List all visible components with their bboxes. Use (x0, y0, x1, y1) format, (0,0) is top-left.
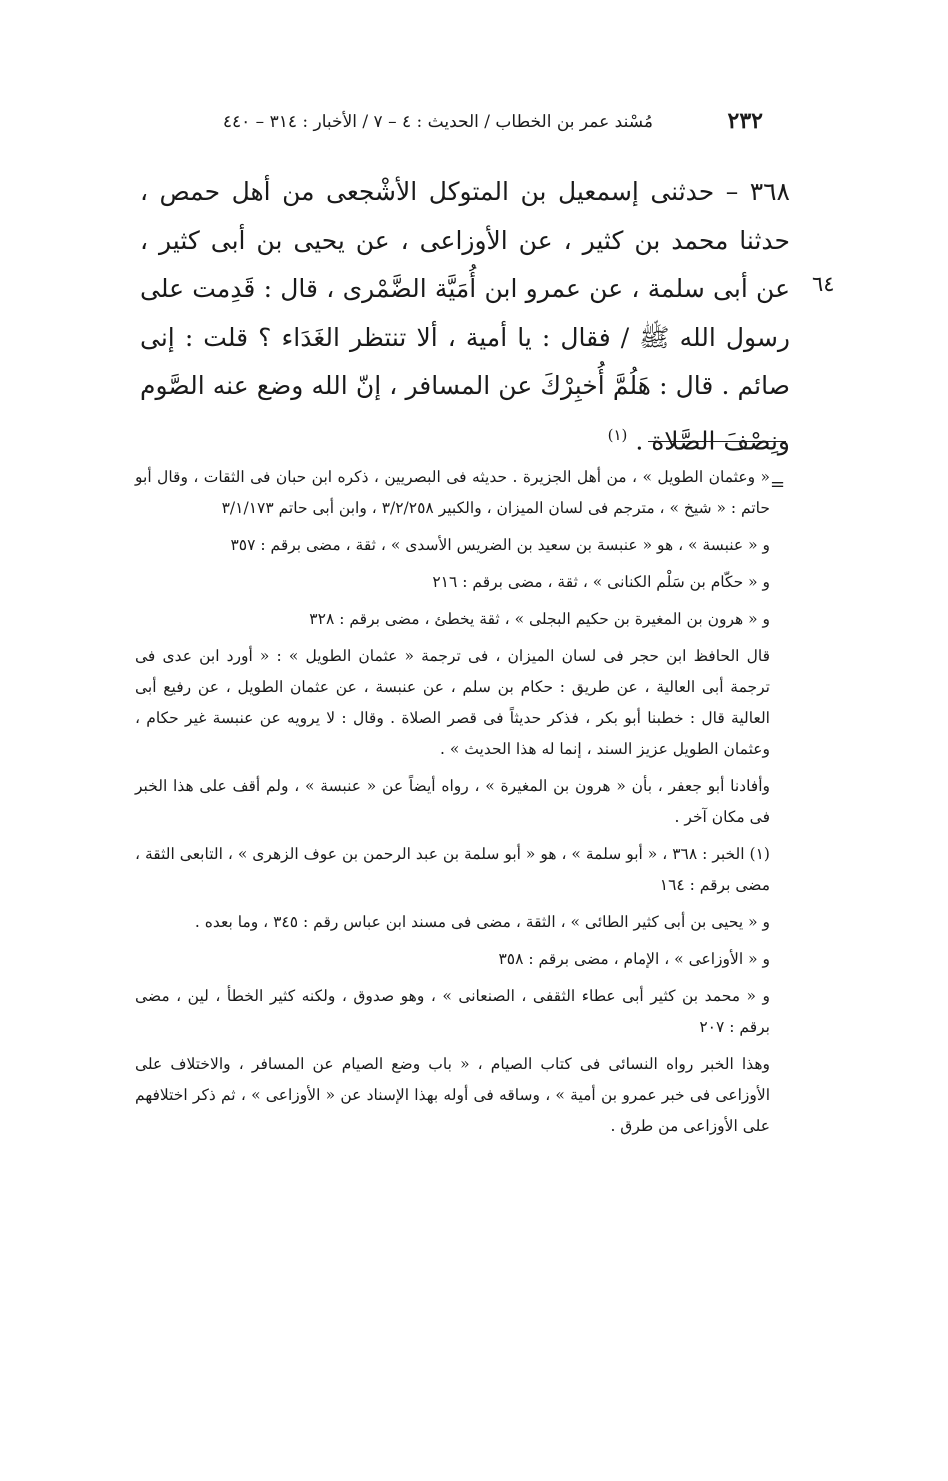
footnotes (135, 462, 790, 1148)
footnote-paragraph: قال الحافظ ابن حجر فى لسان الميزان ، فى ترجمة « عثمان الطويل » : « أورد ابن عدى فى ترجمة أبى العالية ، عن طريق : حكام بن سلم ، عن عنبسة ، عن عثمان الطويل ، عن رفيع أبى العالية قال : خطبنا أبو بكر ، فذكر حديثاً فى قصر الصلاة . وقال : لا يرويه عن عنبسة غير حكام ، وعثمان الطويل عزيز السند ، إنما له هذا الحديث » . (135, 647, 770, 758)
footnote-separator (648, 441, 786, 442)
hadith-text: ٣٦٨ – حدثنى إسمعيل بن المتوكل الأشْجعى من أهل حمص ، حدثنا محمد بن كثير ، عن الأوزاعى ، عن يحيى بن أبى كثير ، عن أبى سلمة ، عن عمرو ابن أُمَيَّة الضَّمْرى ، قال : قَدِمت على رسول الله ﷺ / فقال : يا أمية ، ألا تنتظر الغَدَاء ؟ قلت : إنى صائم . قال : هَلُمَّ أُخبِرْكَ عن المسافر ، إنّ الله وضع عنه الصَّوم ونِصْفَ الصَّلاة . (140, 177, 790, 455)
footnote-paragraph: وهذا الخبر رواه النسائى فى كتاب الصيام ، « باب وضع الصيام عن المسافر ، والاختلاف على الأوزاعى فى خبر عمرو بن أمية » ، وساقه فى أوله بهذا الإسناد عن « الأوزاعى » ، ثم ذكر اختلافهم على الأوزاعى من طرق . (135, 1055, 770, 1135)
footnote-paragraph: و « يحيى بن أبى كثير الطائى » ، الثقة ، مضى فى مسند ابن عباس رقم : ٣٤٥ ، وما بعده . (194, 913, 770, 931)
page-number: ٢٣٢ (727, 108, 763, 134)
footnote-reference: (١) (607, 425, 628, 444)
margin-page-reference: ٦٤ (812, 272, 835, 296)
footnote-paragraph: و « محمد بن كثير أبى عطاء الثقفى ، الصنعانى » ، وهو صدوق ، ولكنه كثير الخطأ ، لين ، مضى برقم : ٢٠٧ (135, 987, 770, 1036)
running-head (215, 108, 763, 142)
footnote-paragraph: و « حكّام بن سَلْم الكنانى » ، ثقة ، مضى برقم : ٢١٦ (432, 573, 770, 591)
footnote-paragraph: (١) الخبر : ٣٦٨ ، « أبو سلمة » ، هو « أبو سلمة بن عبد الرحمن بن عوف الزهرى » ، التابعى الثقة ، مضى برقم : ١٦٤ (135, 845, 770, 894)
footnote-paragraph: « وعثمان الطويل » ، من أهل الجزيرة . حديثه فى البصريين ، ذكره ابن حبان فى الثقات ، وقال أبو حاتم : « شيخ » ، مترجم فى لسان الميزان ، والكبير ٣/٢/٢٥٨ ، وابن أبى حاتم ٣/١/١٧٣ (135, 468, 770, 517)
footnote-paragraph: و « عنبسة » ، هو « عنبسة بن سعيد بن الضريس الأسدى » ، ثقة ، مضى برقم : ٣٥٧ (230, 536, 770, 554)
running-title: مُسْند عمر بن الخطاب / الحديث : ٤ – ٧ / الأخبار : ٣١٤ – ٤٤٠ (222, 112, 653, 132)
hadith-text-block (140, 168, 790, 465)
footnote-paragraph: و « الأوزاعى » ، الإمام ، مضى برقم : ٣٥٨ (498, 950, 770, 968)
footnote-paragraph: وأفادنا أبو جعفر ، بأن « هرون بن المغيرة » ، رواه أيضاً عن « عنبسة » ، ولم أقف على هذا الخبر فى مكان آخر . (135, 777, 770, 826)
footnote-paragraph: و « هرون بن المغيرة بن حكيم البجلى » ، ثقة يخطئ ، مضى برقم : ٣٢٨ (309, 610, 770, 628)
continuation-mark: = (770, 474, 786, 495)
